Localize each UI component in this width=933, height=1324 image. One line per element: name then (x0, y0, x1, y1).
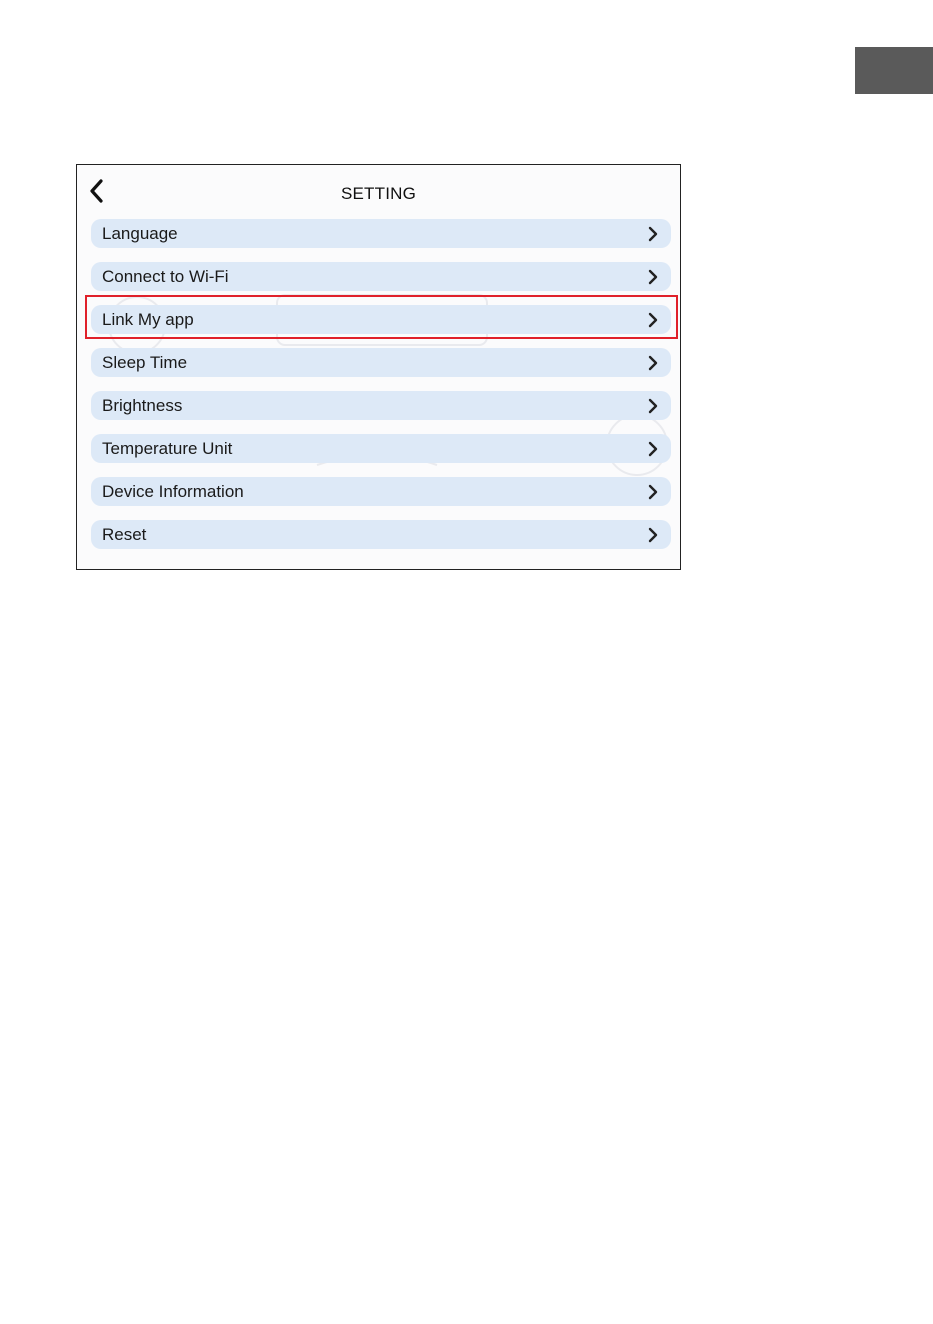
settings-menu (91, 219, 671, 563)
menu-item-link-my-app[interactable] (91, 305, 671, 334)
chevron-right-icon (643, 224, 663, 244)
menu-item-label: Brightness (102, 395, 183, 415)
menu-item-label: Link My app (102, 309, 194, 329)
menu-item-sleep-time[interactable] (91, 348, 671, 377)
menu-item-label: Language (102, 223, 178, 243)
menu-item-reset[interactable] (91, 520, 671, 549)
chevron-right-icon (643, 525, 663, 545)
menu-item-temperature-unit[interactable] (91, 434, 671, 463)
menu-item-label: Connect to Wi-Fi (102, 266, 229, 286)
chevron-right-icon (643, 267, 663, 287)
menu-item-device-information[interactable] (91, 477, 671, 506)
chevron-right-icon (643, 310, 663, 330)
chevron-right-icon (643, 353, 663, 373)
menu-item-connect-wifi[interactable] (91, 262, 671, 291)
menu-item-label: Device Information (102, 481, 244, 501)
chevron-right-icon (643, 396, 663, 416)
page-side-tab (855, 47, 933, 94)
menu-item-label: Sleep Time (102, 352, 188, 372)
chevron-right-icon (643, 439, 663, 459)
menu-item-label: Reset (102, 524, 147, 544)
settings-screen (76, 164, 681, 570)
chevron-right-icon (643, 482, 663, 502)
menu-item-brightness[interactable] (91, 391, 671, 420)
page-title: SETTING (340, 184, 417, 203)
menu-item-label: Temperature Unit (102, 438, 233, 458)
menu-item-language[interactable] (91, 219, 671, 248)
